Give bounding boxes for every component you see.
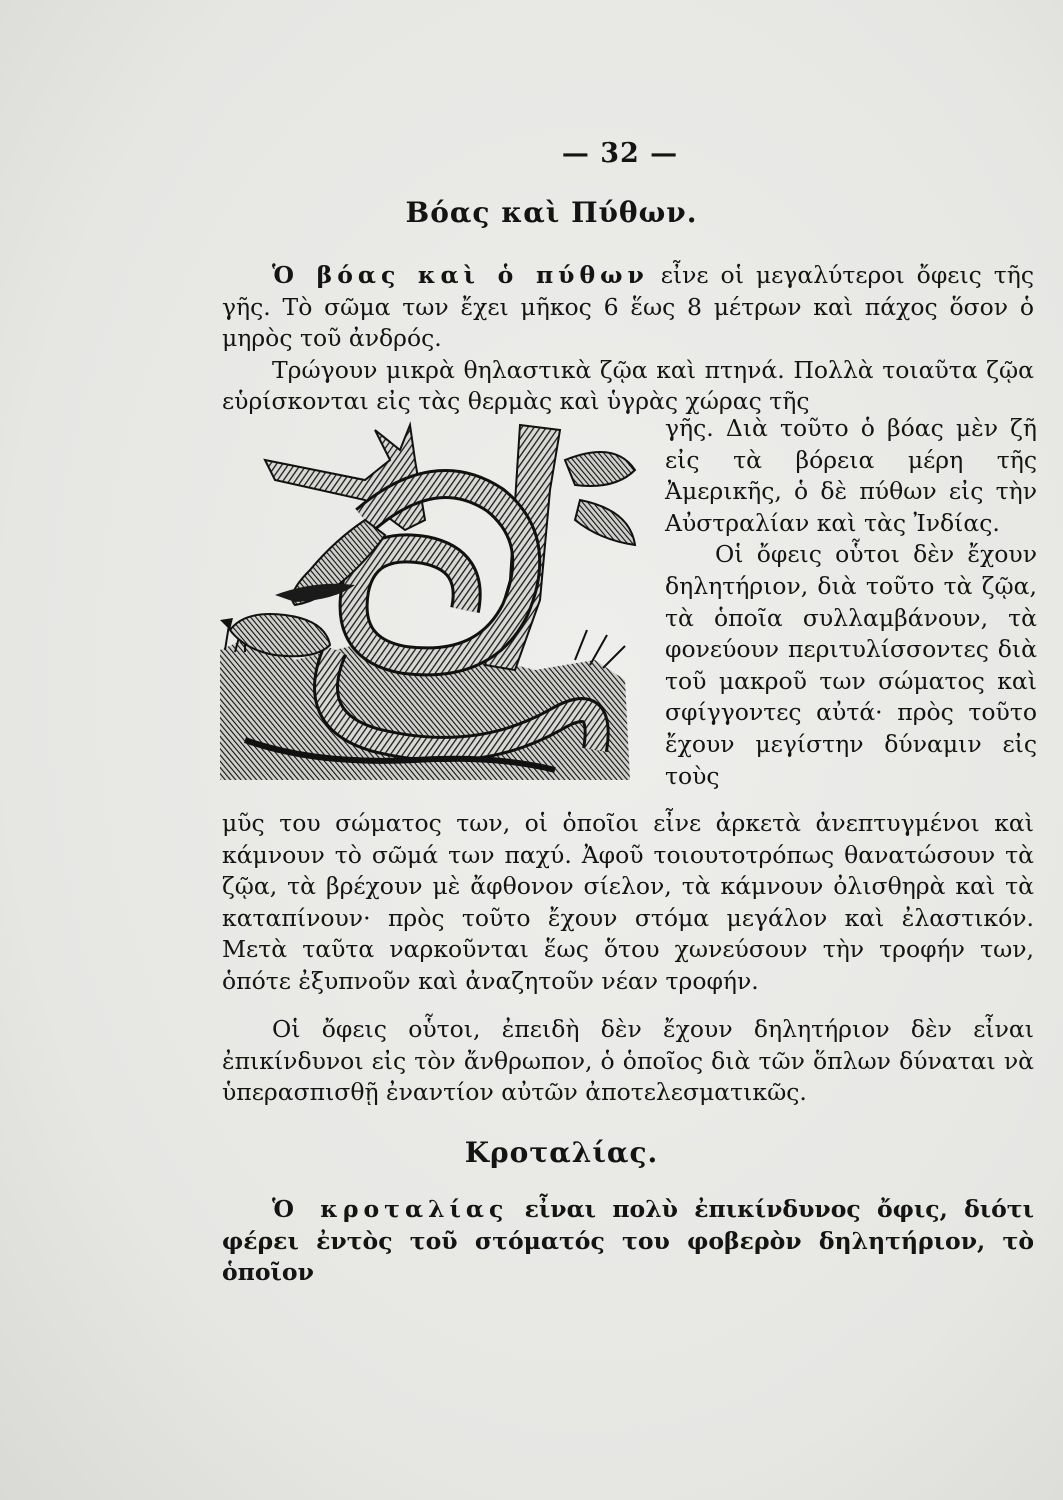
page-number: — 32 — (561, 138, 679, 169)
section-title-boa-python: Βόας καὶ Πύθων. (405, 196, 698, 229)
rattlesnake-spaced-name: Ὁ κροταλίας (272, 1195, 509, 1223)
paragraph-4: Οἱ ὄφεις οὗτοι, ἐπειδὴ δὲν ἔχουν δηλητήριον δὲν εἶναι ἐπικίνδυνοι εἰς τὸν ἄνθρωπον, ὁ ὁποῖος διὰ τῶν ὅπλων δύναται νὰ ὑπερασπισθῇ ἐναντίον αὐτῶν ἀποτελεσματικῶς. (222, 1015, 1034, 1106)
paragraph-2-end: γῆς. Διὰ τοῦτο ὁ βόας μὲν ζῆ εἰς τὰ βόρεια μέρη τῆς Ἀμερικῆς, ὁ δὲ πύθων εἰς τὴν Αὐστραλίαν καὶ τὰς Ἰνδίας. (665, 414, 1037, 537)
rattlesnake-paragraph-rest: εἶναι πολὺ ἐπικίνδυνος ὄφις, διότι φέρει ἐντὸς τοῦ στόματός του φοβερὸν δηλητήριον, τὸ ὁποῖον (222, 1195, 1034, 1286)
section1-intro-text (222, 260, 1034, 418)
paragraph-2: Τρώγουν μικρὰ θηλαστικὰ ζῷα καὶ πτηνά. Πολλὰ τοιαῦτα ζῷα εὑρίσκονται εἰς τὰς θερμὰς καὶ ὑγρὰς χώρας τῆς (222, 355, 1034, 415)
rattlesnake-paragraph-1 (222, 1194, 1034, 1289)
paragraph-4-block (222, 1014, 1034, 1109)
intro-spaced-names: Ὁ βόας καὶ ὁ πύθων (272, 261, 649, 289)
paragraph-3-continued (222, 808, 1034, 997)
paragraph-3-rest: μῦς του σώματος των, οἱ ὁποῖοι εἶνε ἀρκετὰ ἀνεπτυγμένοι καὶ κάμνουν τὸ σῶμά των παχύ. Ἀφοῦ τοιουτοτρόπως θανατώσουν τὰ ζῷα, τὰ βρέχουν μὲ ἄφθονον σίελον, τὰ κάμνουν ὀλισθηρὰ καὶ τὰ καταπίνουν· πρὸς τοῦτο ἔχουν στόμα μεγάλον καὶ ἐλαστικόν. Μετὰ ταῦτα ναρκοῦνται ἕως ὅτου χωνεύσουν τὴν τροφήν των, ὁπότε ἐξυπνοῦν καὶ ἀναζητοῦν νέαν τροφήν. (222, 809, 1034, 995)
wrapped-text-column (665, 413, 1037, 792)
section-title-rattlesnake: Κροταλίας. (464, 1136, 659, 1169)
paragraph-1-rest: εἶνε οἱ μεγαλύτεροι ὄφεις τῆς γῆς. Τὸ σῶμα των ἔχει μῆκος 6 ἕως 8 μέτρων καὶ πάχος ὅσον ὁ μηρὸς τοῦ ἀνδρός. (222, 261, 1034, 352)
paragraph-3-start: Οἱ ὄφεις οὗτοι δὲν ἔχουν δηλητήριον, διὰ τοῦτο τὰ ζῷα, τὰ ὁποῖα συλλαμβάνουν, τὰ φονεύουν περιτυλίσσοντες διὰ τοῦ μακροῦ των σώματος καὶ σφίγγοντες αὐτά· πρὸς τοῦτο ἔχουν μεγίστην δύναμιν εἰς τοὺς (665, 540, 1037, 790)
section2-text (222, 1194, 1034, 1289)
paragraph-1 (222, 260, 1034, 355)
snake-engraving-image (215, 420, 645, 800)
